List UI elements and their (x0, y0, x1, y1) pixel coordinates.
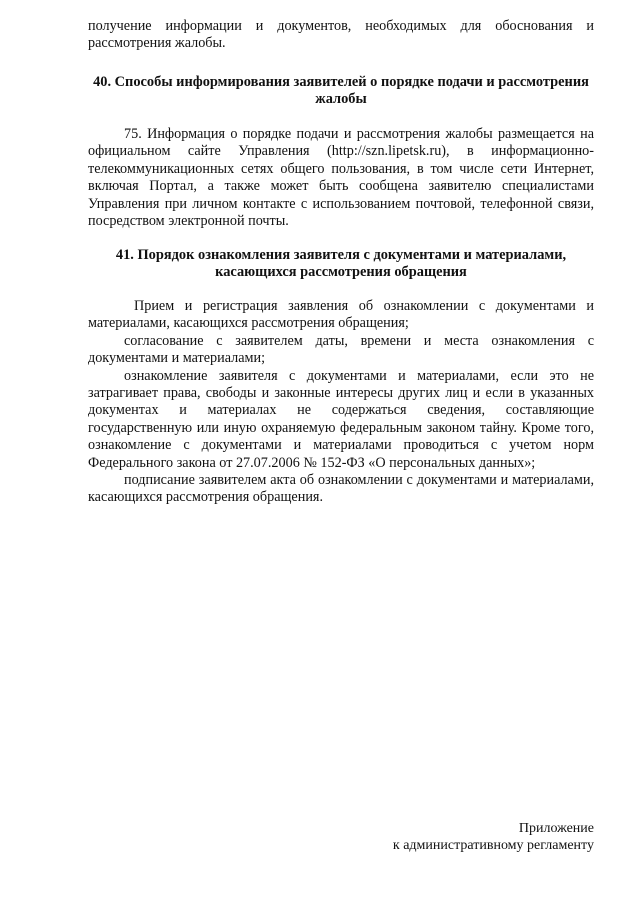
intro-block (88, 18, 594, 53)
appendix-note (393, 820, 594, 854)
section-41-paragraph-2: согласование с заявителем даты, времени и места ознакомления с документами и материалами; (88, 332, 594, 367)
section-40-body (88, 126, 594, 230)
intro-paragraph: получение информации и документов, необходимых для обоснования и рассмотрения жалобы. (88, 18, 594, 52)
appendix-line-2: к административному регламенту (392, 838, 594, 853)
section-41-body (88, 298, 594, 507)
section-41-paragraph-4: подписание заявителем акта об ознакомлении с документами и материалами, касающихся рассмотрения обращения. (88, 472, 594, 506)
section-41-paragraph-3: ознакомление заявителя с документами и материалами, если это не затрагивает права, свободы и законные интересы других лиц и если в указанных документах и материалах не содержаться сведения, составляющие государственную или иную охраняемую федеральным законом тайну. Кроме того, ознакомление с документами и материалами проводиться с учетом норм Федерального закона от 27.07.2006 № 152-ФЗ «О персональных данных»; (88, 367, 594, 471)
section-41-heading: 41. Порядок ознакомления заявителя с документами и материалами, касающихся рассмотрения обращения (115, 247, 567, 281)
appendix-line-1: Приложение (518, 821, 594, 836)
section-40-heading: 40. Способы информирования заявителей о порядке подачи и рассмотрения жалобы (93, 74, 589, 108)
section-41-paragraph-1: Прием и регистрация заявления об ознакомлении с документами и материалами, касающихся рассмотрения обращения; (88, 298, 594, 332)
section-40-paragraph: 75. Информация о порядке подачи и рассмотрения жалобы размещается на официальном сайте Управления (http://szn.lipetsk.ru), в информационно-телекоммуникационных сетях общего пользования, в том числе сети Интернет, включая Портал, а также может быть сообщена заявителю специалистами Управления при личном контакте с использованием почтовой, телефонной связи, посредством электронной почты. (88, 126, 594, 230)
